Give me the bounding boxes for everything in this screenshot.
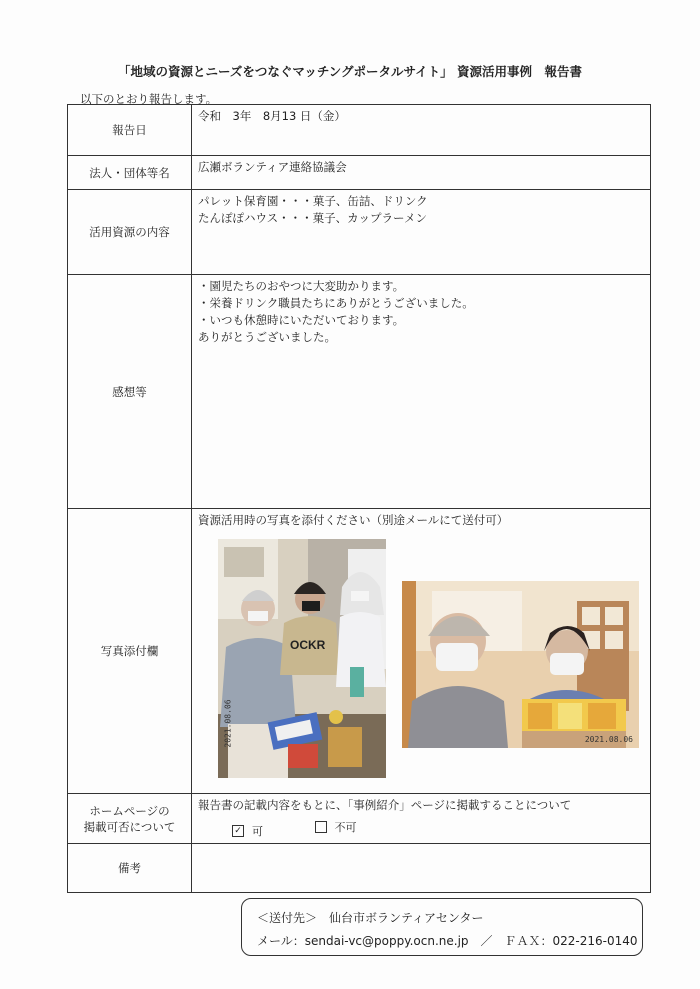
resources-line: たんぽぽハウス・・・菓子、カップラーメン [198,211,427,225]
remarks-value [192,844,651,893]
photo-2-date: 2021.08.06 [584,735,633,744]
photos-label: 写真添付欄 [68,509,192,794]
resources-line: パレット保育園・・・菓子、缶詰、ドリンク [198,194,428,208]
impressions-line: ・栄養ドリンク職員たちにありがとうございました。 [198,296,474,310]
impressions-line: ありがとうございました。 [198,330,336,344]
impressions-line: ・園児たちのおやつに大変助かります。 [198,279,405,293]
remarks-label: 備考 [68,844,192,893]
impressions-label: 感想等 [68,275,192,509]
activity-photo-2 [402,581,639,748]
report-date-value: 令和 3年 8月13 日（金） [192,105,651,156]
intro-text: 以下のとおり報告します。 [80,92,218,106]
resources-label: 活用資源の内容 [68,190,192,275]
organization-label: 法人・団体等名 [68,156,192,190]
document-title: 「地域の資源とニーズをつなぐマッチングポータルサイト」 資源活用事例 報告書 [118,64,582,79]
publication-options [232,819,650,839]
checkbox-yes[interactable]: ✓ [232,825,244,837]
activity-photo-1 [218,539,386,778]
impressions-line: ・いつも休憩時にいただいております。 [198,313,405,327]
send-to-heading: ＜送付先＞ 仙台市ボランティアセンター [257,911,484,925]
publication-label [68,794,192,844]
option-yes[interactable] [232,823,263,839]
option-yes-label: 可 [252,825,263,838]
photo-2-image [402,581,639,748]
photo-1-date: 2021.08.06 [223,699,233,748]
svg-text:OCKR: OCKR [290,638,326,652]
photo-1-image [218,539,386,778]
checkbox-no[interactable] [315,821,327,833]
photos-cell [192,509,651,794]
option-no-label: 不可 [334,821,357,834]
photos-note: 資源活用時の写真を添付ください（別途メールにて送付可） [198,513,509,527]
option-no[interactable] [315,819,357,835]
send-to-contact: メール：sendai-vc@poppy.ocn.ne.jp ／ ＦＡＸ：022-216-0140 [257,934,638,948]
report-date-label: 報告日 [68,105,192,156]
publication-label-line-1: ホームページの [89,803,170,818]
organization-value: 広瀬ボランティア連絡協議会 [192,156,651,190]
send-to-box [241,898,643,956]
publication-text: 報告書の記載内容をもとに、「事例紹介」ページに掲載することについて [198,798,572,812]
publication-label-line-2: 掲載可否について [83,819,176,834]
publication-cell [192,794,651,844]
resources-value [192,190,651,275]
report-form [67,104,651,893]
impressions-value [192,275,651,509]
